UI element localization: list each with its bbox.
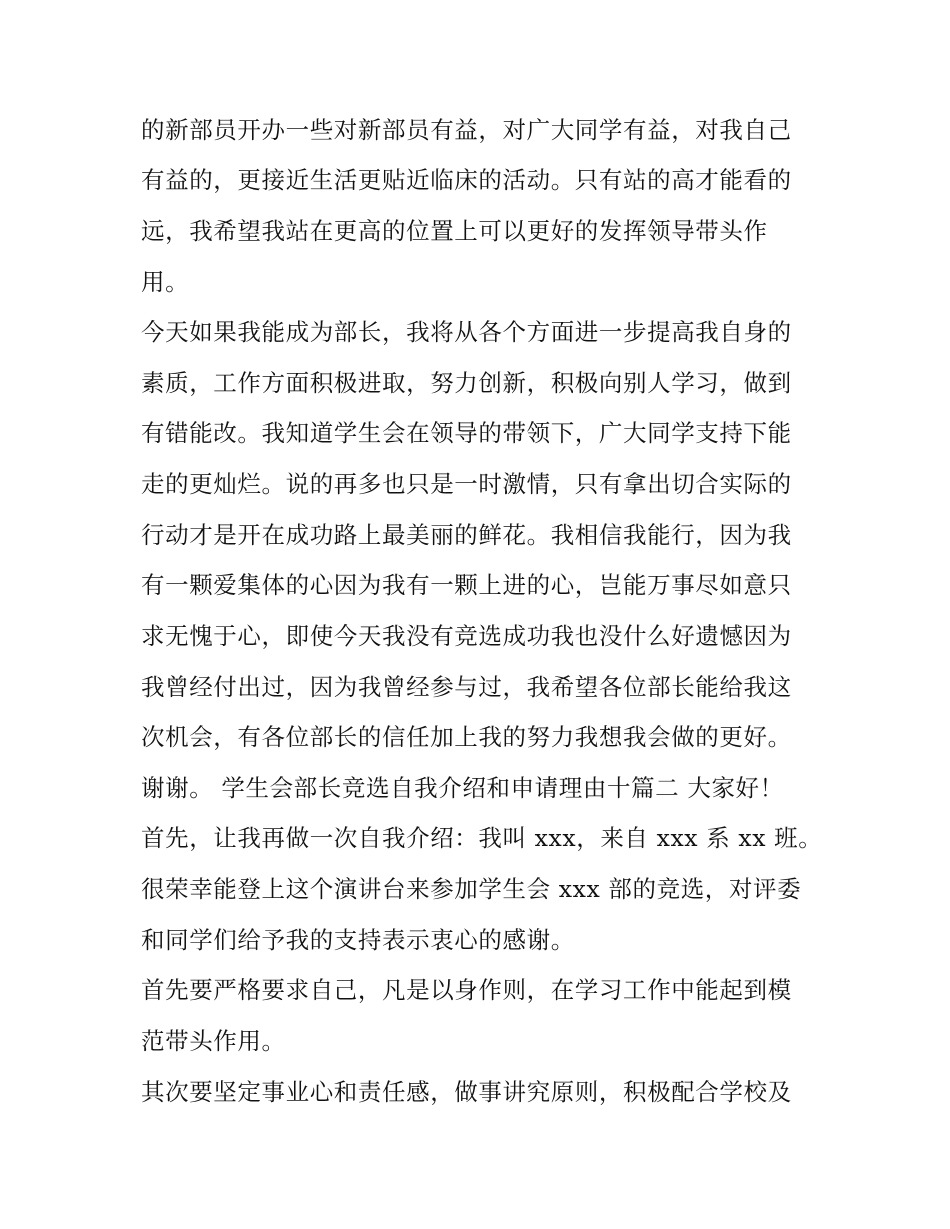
text-line: 走的更灿烂。说的再多也只是一时激情，只有拿出切合实际的 [141, 470, 792, 498]
text-line: 次机会，有各位部长的信任加上我的努力我想我会做的更好。 [141, 723, 792, 751]
text-line: 有一颗爱集体的心因为我有一颗上进的心，岂能万事尽如意只 [141, 571, 792, 599]
text-line: 范带头作用。 [141, 1027, 286, 1055]
text-line: 今天如果我能成为部长，我将从各个方面进一步提高我自身的 [141, 318, 792, 346]
text-line: 谢谢。 学生会部长竞选自我介绍和申请理由十篇二 大家好！ [141, 774, 784, 802]
text-line: 用。 [141, 268, 190, 296]
text-line: 的新部员开办一些对新部员有益，对广大同学有益，对我自己 [141, 116, 792, 144]
text-line: 很荣幸能登上这个演讲台来参加学生会 xxx 部的竞选，对评委 [141, 875, 802, 903]
text-line: 求无愧于心，即使今天我没有竞选成功我也没什么好遗憾因为 [141, 622, 792, 650]
text-line: 其次要坚定事业心和责任感，做事讲究原则，积极配合学校及 [141, 1078, 792, 1106]
text-line: 有益的，更接近生活更贴近临床的活动。只有站的高才能看的 [141, 166, 792, 194]
text-line: 行动才是开在成功路上最美丽的鲜花。我相信我能行，因为我 [141, 521, 792, 549]
text-line: 我曾经付出过，因为我曾经参与过，我希望各位部长能给我这 [141, 673, 792, 701]
text-line: 远，我希望我站在更高的位置上可以更好的发挥领导带头作 [141, 217, 768, 245]
text-line: 首先要严格要求自己，凡是以身作则，在学习工作中能起到模 [141, 976, 792, 1004]
text-line: 素质，工作方面积极进取，努力创新，积极向别人学习，做到 [141, 369, 792, 397]
text-line: 首先，让我再做一次自我介绍：我叫 xxx，来自 xxx 系 xx 班。 [141, 824, 823, 852]
text-line: 有错能改。我知道学生会在领导的带领下，广大同学支持下能 [141, 419, 792, 447]
text-line: 和同学们给予我的支持表示衷心的感谢。 [141, 926, 575, 954]
